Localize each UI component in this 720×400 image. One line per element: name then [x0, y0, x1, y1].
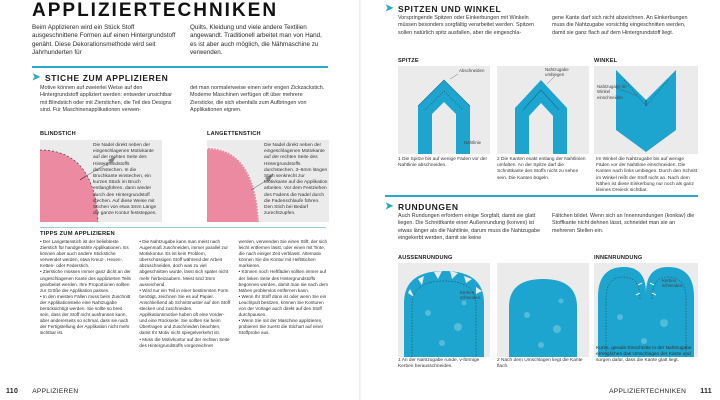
cap-innen: Kurze, gerade Einschnitte in der Nahtzugabe ermöglichen das Umschlagen der Kante und sorgen dafür, dass die Kante glatt liegt. [596, 346, 692, 364]
arrow-icon: ➤ [32, 72, 41, 83]
blindstich-caption: Die Nadel direkt neben der eingeschlagenen Motivkante auf der rechten Seite des Hintergrundstoffs durchstechen. In die Bruchkante einstechen, ein kurzes Stück im Bruch entlangführen, dann wieder durch den Hintergrundstoff stechen. Auf diese Weise mit Stichen von etwa 3mm Länge die ganze Kontur feststeppen. [93, 143, 157, 217]
spitze-label: SPITZE [398, 58, 419, 64]
section2-col2: Fältchen bildet. Wenn sich an Innenrundungen (konkav) die Stoffkante nicht dehnen lässt, schneidet man sie an mehreren Stellen ein. [552, 213, 695, 234]
aussenrundung-step1-illustration [398, 263, 490, 357]
section2-col1: Auch Rundungen erfordern einige Sorgfalt, damit sie glatt liegen. Die Schnittkante einer Außenrundung (konvex) ist etwas länger als die Nahtlinie, darum muss die Nahtzugabe eingekerbt werden, damit sie keine [398, 213, 541, 241]
section-rule [32, 66, 328, 68]
winkel-label: WINKEL [594, 58, 618, 64]
section-heading-stiche: ➤ STICHE ZUM APPLIZIEREN [32, 72, 169, 83]
section-body [40, 85, 330, 114]
tips-col1: • Der Langettenstich ist der beliebteste Zierstich für handgenähte Applikationen. Es können aber auch andere Stickstiche verwendet werden, etwa Kreuz-, Hexen-, Ketten- oder Federstich. • Zierstiche müssen immer ganz dicht an der ungeschlagenen Kante des applizierten Teils gearbeitet werden. Ihre Proportionen sollten zur Größe der Applikation passen. • In den meisten Fällen muss beim Zuschnitt der Applikationsteile eine Nahtzugabe berücksichtigt werden. Sie sollte so breit sein, dass der Stoff nicht ausfransen kann, aber andererseits so schmal, dass sie nach der Fertigstellung der Applikation nicht mehr sichtbar ist. [40, 239, 131, 336]
page-number-right: 111 [700, 388, 712, 395]
tips-columns [40, 239, 330, 349]
langettenstich-label: LANGETTENSTICH [207, 131, 261, 137]
ann-kerben-innen: Kerben schneiden. [662, 278, 684, 289]
section-rule [385, 195, 698, 197]
ann-nahtlinie: Nahtlinie [464, 140, 482, 145]
intro-col1: Beim Applizieren wird ein Stück Stoff ausgeschnittene Formen auf einen Hintergrundstoff genäht. Diese Dekorationsmethode wird seit Jahrhunderten für [32, 24, 176, 57]
footer-right [609, 388, 712, 395]
ann-nahtzugabe-umbiegen: Nahtzugabe umbiegen [545, 67, 569, 78]
cap-spitze-2: 2 Die Kanten exakt entlang der Nahtlinien umfalten. An der Spitze darf die Schnittkante des Stoffs nicht zu sehen sein. Die Kanten bügeln. [497, 157, 586, 181]
section-col2: det man normalerweise einen sehr engen Zickzackstich. Moderne Maschinen verfügen oft über mehrere Ziersticke, die sich ebenfalls zum Aufbringen von Applikationen eignen. [190, 85, 325, 113]
tips-rule [40, 227, 326, 228]
ann-abschneiden: Abschneiden [459, 68, 485, 73]
ann-winkel-einschneiden: Nahtzugabe im Winkel einschneiden [597, 84, 627, 100]
footer-left [6, 388, 78, 395]
section-col1: Motive können auf zweierlei Weise auf den Hintergrundstoff appliziert werden: entweder unsichtbar mit Blindstich oder mit Zierstichen, die Teil des Designs sind. Für Maschinenapplikationen verwen- [40, 85, 173, 113]
spitze-step2-illustration [497, 66, 589, 154]
arrow-icon: ➤ [385, 201, 394, 212]
section-heading-rundungen: ➤ RUNDUNGEN [385, 201, 459, 212]
section2-body [398, 213, 698, 242]
aussenrundung-step2-illustration [497, 263, 589, 357]
cap-aussen-2: 2 Nach dem Umschlagen liegt die Kante flach. [497, 358, 583, 370]
cap-aussen-1: 1 An der Nahtzugabe runde, v-förmige Kerben herausschneiden. [398, 358, 480, 370]
intro-col2: Quilts, Kleidung und viele andere Textilien angewandt. Traditionell arbeitet man von Hand, es ist aber auch möglich, die Nähmaschine zu verwenden. [189, 24, 322, 57]
blindstich-label: BLINDSTICH [40, 131, 76, 137]
innenrundung-label: INNENRUNDUNG [594, 255, 643, 261]
section-heading-spitzen: ➤ SPITZEN UND WINKEL [385, 3, 502, 14]
arrow-icon: ➤ [385, 3, 394, 14]
page-number-left: 110 [6, 388, 19, 395]
footer-right-text: APPLIZIERTECHNIKEN [609, 388, 687, 395]
intro [32, 24, 328, 58]
footer-left-text: APPLIZIEREN [32, 388, 79, 395]
aussenrundung-label: AUSSENRUNDUNG [398, 255, 453, 261]
book-gutter [359, 0, 361, 400]
section1-col2: gene Kante darf sich nicht abzeichnen. An Einkerbungen muss die Nahtzugabe vorsichtig eingeschnitten werden, damit sie ganz flach auf dem Hintergrundstoff liegt. [552, 15, 688, 36]
tips-col3: werden, verwenden Sie einen Stift, der sich leicht entfernen lässt, oder einen mit Tinte, die nach einiger Zeit verblasst. Alternativ können Sie die Kontur mit Heftstichen markieren. • Können noch Heftfäden sollten immer auf der linken Seite des Hintergrundstoffs begonnen werden, damit man sie nach dem Nähen problemlos entfernen kann. • Wenn Ihr Stoff dünn ist oder wenn Sie ein Leuchtpult besitzen, können Sie Konturen von der Vorlage auch direkt auf den Stoff durchpausen. • Wenn Sie mit der Maschine applizieren, probieren Sie zuerst die Stichart auf einer Stoffprobe aus. [238, 239, 329, 336]
winkel-illustration [594, 66, 698, 154]
ann-kerben: Kerben schneiden. [460, 290, 482, 301]
section1-body [398, 15, 698, 37]
page-title: APPLIZIERTECHNIKEN [32, 0, 279, 21]
langettenstich-caption: Die Nadel direkt neben der eingeschlagenen Motivkante auf der rechten Seite des Hintergrundstoffs durchstechen. 3–6mm längen Stich senkrecht zur Motivkante auf die Applikation arbeiten. Vor dem Festziehen des Fadens die Nadel durch die Fadenschlaufe führen. Den Stich bei Bedarf zurechtzupfen. [264, 143, 328, 217]
cap-spitze-1: 1 Die Spitze bis auf wenige Fäden vor der Nahtlinie abschneiden. [398, 157, 488, 169]
cap-winkel: Im Winkel die Nahtzugabe bis auf wenige Fäden vor der Nahtlinie einschneiden. Die Kanten nach links umbiegen. Durch den Schnitt im Winkel reißt der Stoff nicht an. Nach dem Nähen ist diese Einkerbung nur noch als ganz kleines Dreieck sichtbar. [596, 157, 698, 194]
tips-col2: • Die Nahtzugabe kann man meist nach Augenmaß zuschneiden, immer parallel zur Motivkontur. Es ist kein Problem, überschüssigen Stoff während der Arbeit abzuschneiden, doch was zu viel abgeschnitten wurde, lässt sich später nicht mehr herbeizaubern. Meist sind 3mm ausreichend. • Wird nur ein Teil in einer bestimmten Form benötigt, zeichnen Sie es auf Papier. Anschließend ab Schnittmuster auf den Stoff stecken und zuschneiden. Applikationsmotive haben oft eine Vorder- und eine Rückseite. Sie sollten sie beim Übertragen und Zuschneiden beachten, damit Ihr Motiv nicht spiegelverkehrt ist. • Muss die Motivkontur auf der rechten Seite des Hintergrundstoffs vorgezeichnet [139, 239, 231, 348]
tips-title: TIPPS ZUM APPLIZIEREN [40, 231, 115, 237]
section1-col1: Vorspringende Spitzen oder Einkerbungen mit Winkeln müssen besonders sorgfältig verarbeitet werden. Spitzen sollen natürlich spitz ausfallen, aber die eingeschla- [398, 15, 535, 36]
